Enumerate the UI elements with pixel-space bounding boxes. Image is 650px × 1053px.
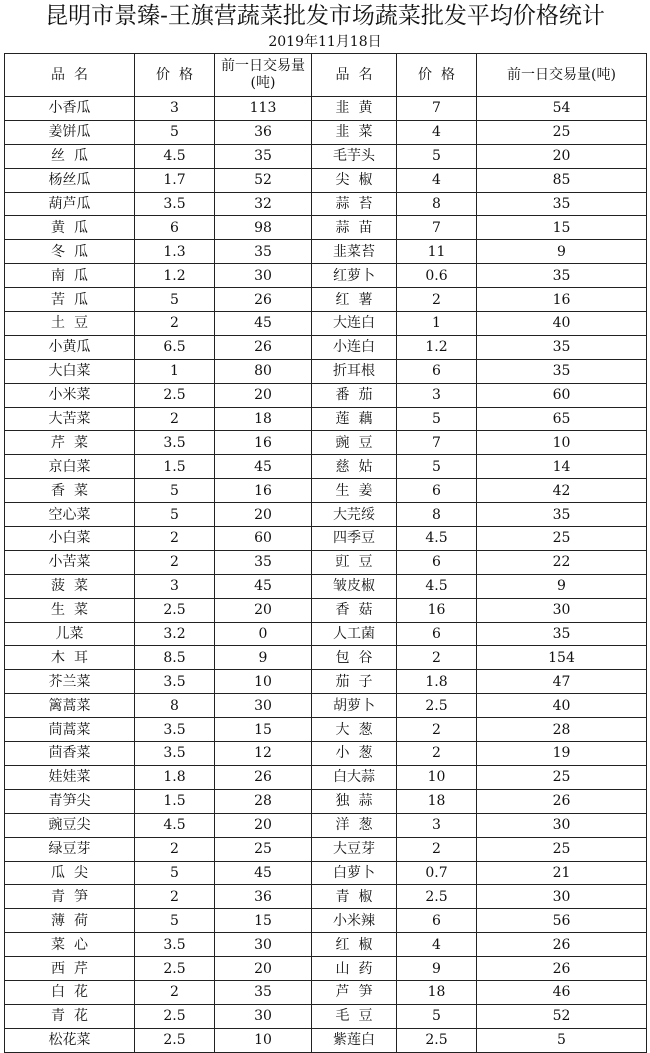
price-left: 3.5 [135, 670, 215, 694]
volume-left: 20 [215, 383, 312, 407]
volume-right: 25 [477, 527, 647, 551]
vegetable-name-right: 大 葱 [312, 718, 397, 742]
table-row [5, 407, 647, 431]
volume-left: 26 [215, 765, 312, 789]
price-left: 3.2 [135, 622, 215, 646]
vegetable-name-left: 篱蒿菜 [5, 694, 135, 718]
vegetable-name-right: 皱皮椒 [312, 574, 397, 598]
vegetable-name-left: 茴香菜 [5, 742, 135, 766]
price-right: 3 [397, 383, 477, 407]
table-row [5, 527, 647, 551]
price-right: 1.8 [397, 670, 477, 694]
price-right: 6 [397, 622, 477, 646]
vegetable-name-left: 青笋尖 [5, 789, 135, 813]
vegetable-name-left: 薄 荷 [5, 909, 135, 933]
vegetable-name-left: 空心菜 [5, 503, 135, 527]
vegetable-name-left: 松花菜 [5, 1028, 135, 1052]
vegetable-name-right: 香 菇 [312, 598, 397, 622]
price-right: 2 [397, 288, 477, 312]
volume-left: 15 [215, 909, 312, 933]
vegetable-name-right: 山 药 [312, 957, 397, 981]
price-right: 18 [397, 980, 477, 1004]
volume-left: 26 [215, 288, 312, 312]
volume-left: 25 [215, 837, 312, 861]
vegetable-name-right: 紫莲白 [312, 1028, 397, 1052]
vegetable-name-left: 青 笋 [5, 885, 135, 909]
price-left: 3 [135, 97, 215, 121]
vegetable-name-left: 冬 瓜 [5, 240, 135, 264]
price-right: 18 [397, 789, 477, 813]
vegetable-name-left: 南 瓜 [5, 264, 135, 288]
volume-right: 35 [477, 359, 647, 383]
vegetable-name-left: 菠 菜 [5, 574, 135, 598]
table-row [5, 861, 647, 885]
volume-left: 32 [215, 192, 312, 216]
volume-right: 10 [477, 431, 647, 455]
vegetable-name-right: 人工菌 [312, 622, 397, 646]
vegetable-name-right: 包 谷 [312, 646, 397, 670]
volume-right: 46 [477, 980, 647, 1004]
price-right: 11 [397, 240, 477, 264]
vegetable-name-left: 大苦菜 [5, 407, 135, 431]
volume-right: 30 [477, 885, 647, 909]
price-left: 2 [135, 527, 215, 551]
vegetable-name-right: 大连白 [312, 312, 397, 336]
volume-right: 25 [477, 765, 647, 789]
volume-right: 22 [477, 550, 647, 574]
vegetable-name-right: 大豆芽 [312, 837, 397, 861]
price-left: 2.5 [135, 1028, 215, 1052]
header-price-left: 价 格 [135, 54, 215, 97]
volume-right: 42 [477, 479, 647, 503]
table-row [5, 264, 647, 288]
header-price-right: 价 格 [397, 54, 477, 97]
vegetable-name-right: 毛芋头 [312, 144, 397, 168]
header-volume-right: 前一日交易量(吨) [477, 54, 647, 97]
vegetable-name-right: 莲 藕 [312, 407, 397, 431]
volume-left: 35 [215, 550, 312, 574]
table-row [5, 431, 647, 455]
table-row [5, 598, 647, 622]
vegetable-name-right: 芦 笋 [312, 980, 397, 1004]
vegetable-name-right: 韭 黄 [312, 97, 397, 121]
volume-left: 45 [215, 574, 312, 598]
vegetable-name-left: 葫芦瓜 [5, 192, 135, 216]
price-left: 1.5 [135, 789, 215, 813]
volume-left: 28 [215, 789, 312, 813]
price-left: 2.5 [135, 1004, 215, 1028]
volume-right: 40 [477, 312, 647, 336]
price-right: 7 [397, 431, 477, 455]
price-right: 10 [397, 765, 477, 789]
volume-left: 16 [215, 431, 312, 455]
table-row [5, 574, 647, 598]
table-row [5, 168, 647, 192]
table-row [5, 670, 647, 694]
vegetable-name-left: 香 菜 [5, 479, 135, 503]
vegetable-name-left: 西 芹 [5, 957, 135, 981]
price-left: 4.5 [135, 144, 215, 168]
table-row [5, 383, 647, 407]
vegetable-name-left: 杨丝瓜 [5, 168, 135, 192]
header-volume-left: 前一日交易量(吨) [215, 54, 312, 97]
price-right: 2 [397, 837, 477, 861]
volume-right: 56 [477, 909, 647, 933]
vegetable-name-left: 小苦菜 [5, 550, 135, 574]
price-right: 2.5 [397, 694, 477, 718]
volume-right: 26 [477, 957, 647, 981]
volume-left: 20 [215, 503, 312, 527]
volume-right: 60 [477, 383, 647, 407]
volume-right: 28 [477, 718, 647, 742]
table-row [5, 97, 647, 121]
price-right: 7 [397, 216, 477, 240]
table-row [5, 479, 647, 503]
price-right: 1 [397, 312, 477, 336]
vegetable-name-left: 木 耳 [5, 646, 135, 670]
price-left: 1.5 [135, 455, 215, 479]
price-left: 8.5 [135, 646, 215, 670]
price-left: 1.2 [135, 264, 215, 288]
price-left: 5 [135, 503, 215, 527]
vegetable-name-left: 小白菜 [5, 527, 135, 551]
price-left: 5 [135, 861, 215, 885]
price-right: 4.5 [397, 574, 477, 598]
price-left: 1.3 [135, 240, 215, 264]
volume-left: 18 [215, 407, 312, 431]
price-right: 6 [397, 550, 477, 574]
volume-left: 30 [215, 1004, 312, 1028]
price-left: 5 [135, 120, 215, 144]
volume-right: 85 [477, 168, 647, 192]
vegetable-name-left: 儿菜 [5, 622, 135, 646]
table-row [5, 503, 647, 527]
volume-left: 80 [215, 359, 312, 383]
price-right: 4 [397, 168, 477, 192]
volume-left: 35 [215, 980, 312, 1004]
volume-left: 10 [215, 1028, 312, 1052]
vegetable-name-left: 菜 心 [5, 933, 135, 957]
table-body [5, 97, 647, 1053]
price-left: 3.5 [135, 431, 215, 455]
volume-right: 47 [477, 670, 647, 694]
price-right: 2 [397, 742, 477, 766]
vegetable-name-left: 生 菜 [5, 598, 135, 622]
price-left: 5 [135, 479, 215, 503]
volume-right: 19 [477, 742, 647, 766]
table-row [5, 742, 647, 766]
price-right: 6 [397, 359, 477, 383]
price-right: 2.5 [397, 1028, 477, 1052]
price-left: 2.5 [135, 598, 215, 622]
volume-left: 26 [215, 335, 312, 359]
price-right: 5 [397, 1004, 477, 1028]
vegetable-name-left: 白 花 [5, 980, 135, 1004]
vegetable-name-left: 小黄瓜 [5, 335, 135, 359]
table-row [5, 646, 647, 670]
vegetable-name-right: 小米辣 [312, 909, 397, 933]
table-row [5, 909, 647, 933]
price-right: 16 [397, 598, 477, 622]
table-row [5, 192, 647, 216]
vegetable-name-left: 苦 瓜 [5, 288, 135, 312]
vegetable-name-right: 生 姜 [312, 479, 397, 503]
vegetable-name-left: 黄 瓜 [5, 216, 135, 240]
volume-left: 35 [215, 144, 312, 168]
volume-left: 98 [215, 216, 312, 240]
price-right: 2 [397, 646, 477, 670]
table-row [5, 288, 647, 312]
price-right: 6 [397, 479, 477, 503]
vegetable-name-left: 京白菜 [5, 455, 135, 479]
vegetable-name-right: 大芫绥 [312, 503, 397, 527]
price-right: 6 [397, 909, 477, 933]
table-row [5, 789, 647, 813]
vegetable-name-right: 豇 豆 [312, 550, 397, 574]
volume-left: 45 [215, 861, 312, 885]
table-row [5, 837, 647, 861]
table-header [5, 54, 647, 97]
page-title: 昆明市景臻-王旗营蔬菜批发市场蔬菜批发平均价格统计 [45, 3, 605, 29]
volume-right: 25 [477, 120, 647, 144]
price-left: 2 [135, 837, 215, 861]
vegetable-name-left: 青 花 [5, 1004, 135, 1028]
vegetable-name-right: 胡萝卜 [312, 694, 397, 718]
volume-left: 30 [215, 264, 312, 288]
vegetable-name-left: 姜饼瓜 [5, 120, 135, 144]
table-row [5, 933, 647, 957]
vegetable-name-right: 慈 姑 [312, 455, 397, 479]
table-row [5, 765, 647, 789]
volume-left: 0 [215, 622, 312, 646]
vegetable-name-left: 瓜 尖 [5, 861, 135, 885]
header-name-right: 品 名 [312, 54, 397, 97]
volume-right: 35 [477, 335, 647, 359]
table-row [5, 1028, 647, 1052]
table-row [5, 957, 647, 981]
price-left: 3.5 [135, 742, 215, 766]
price-right: 3 [397, 813, 477, 837]
vegetable-name-left: 茼蒿菜 [5, 718, 135, 742]
vegetable-name-right: 独 蒜 [312, 789, 397, 813]
table-row [5, 813, 647, 837]
price-left: 2 [135, 980, 215, 1004]
volume-left: 12 [215, 742, 312, 766]
price-left: 1 [135, 359, 215, 383]
price-left: 2 [135, 407, 215, 431]
vegetable-name-left: 绿豆芽 [5, 837, 135, 861]
vegetable-name-right: 小 葱 [312, 742, 397, 766]
price-left: 2.5 [135, 383, 215, 407]
price-left: 2.5 [135, 957, 215, 981]
vegetable-name-right: 豌 豆 [312, 431, 397, 455]
table-row [5, 144, 647, 168]
volume-right: 54 [477, 97, 647, 121]
price-right: 0.7 [397, 861, 477, 885]
volume-left: 30 [215, 933, 312, 957]
price-right: 8 [397, 503, 477, 527]
vegetable-name-left: 豌豆尖 [5, 813, 135, 837]
volume-right: 14 [477, 455, 647, 479]
volume-left: 35 [215, 240, 312, 264]
price-right: 8 [397, 192, 477, 216]
volume-right: 16 [477, 288, 647, 312]
volume-right: 35 [477, 503, 647, 527]
vegetable-name-right: 白大蒜 [312, 765, 397, 789]
vegetable-name-left: 芥兰菜 [5, 670, 135, 694]
table-row [5, 1004, 647, 1028]
volume-right: 35 [477, 264, 647, 288]
price-right: 1.2 [397, 335, 477, 359]
volume-right: 9 [477, 574, 647, 598]
vegetable-name-left: 娃娃菜 [5, 765, 135, 789]
vegetable-name-right: 红 薯 [312, 288, 397, 312]
table-row [5, 718, 647, 742]
price-right: 4 [397, 120, 477, 144]
price-left: 6.5 [135, 335, 215, 359]
table-row [5, 120, 647, 144]
table-row [5, 622, 647, 646]
vegetable-name-right: 小连白 [312, 335, 397, 359]
price-right: 5 [397, 455, 477, 479]
vegetable-name-left: 芹 菜 [5, 431, 135, 455]
volume-left: 16 [215, 479, 312, 503]
report-date: 2019年11月18日 [268, 34, 382, 50]
table-row [5, 240, 647, 264]
volume-left: 10 [215, 670, 312, 694]
table-row [5, 980, 647, 1004]
vegetable-name-right: 韭 菜 [312, 120, 397, 144]
volume-left: 20 [215, 598, 312, 622]
price-right: 2 [397, 718, 477, 742]
vegetable-name-right: 韭菜苔 [312, 240, 397, 264]
volume-right: 52 [477, 1004, 647, 1028]
price-left: 3.5 [135, 933, 215, 957]
volume-left: 15 [215, 718, 312, 742]
volume-right: 25 [477, 837, 647, 861]
vegetable-name-left: 大白菜 [5, 359, 135, 383]
volume-left: 113 [215, 97, 312, 121]
table-row [5, 455, 647, 479]
vegetable-name-right: 番 茄 [312, 383, 397, 407]
vegetable-name-right: 蒜 苔 [312, 192, 397, 216]
volume-left: 20 [215, 957, 312, 981]
volume-right: 65 [477, 407, 647, 431]
vegetable-name-right: 尖 椒 [312, 168, 397, 192]
table-row [5, 312, 647, 336]
table-row [5, 335, 647, 359]
price-left: 3 [135, 574, 215, 598]
price-left: 5 [135, 909, 215, 933]
volume-right: 21 [477, 861, 647, 885]
header-name-left: 品 名 [5, 54, 135, 97]
volume-left: 9 [215, 646, 312, 670]
price-right: 4 [397, 933, 477, 957]
volume-left: 52 [215, 168, 312, 192]
price-right: 5 [397, 144, 477, 168]
volume-right: 26 [477, 933, 647, 957]
vegetable-name-left: 小米菜 [5, 383, 135, 407]
price-table [4, 53, 647, 1053]
vegetable-name-right: 青 椒 [312, 885, 397, 909]
price-right: 2.5 [397, 885, 477, 909]
vegetable-name-right: 红萝卜 [312, 264, 397, 288]
price-left: 2 [135, 885, 215, 909]
price-left: 6 [135, 216, 215, 240]
volume-right: 35 [477, 192, 647, 216]
price-left: 2 [135, 550, 215, 574]
volume-left: 36 [215, 885, 312, 909]
volume-left: 20 [215, 813, 312, 837]
volume-left: 36 [215, 120, 312, 144]
vegetable-name-right: 四季豆 [312, 527, 397, 551]
volume-right: 9 [477, 240, 647, 264]
price-right: 0.6 [397, 264, 477, 288]
price-left: 3.5 [135, 718, 215, 742]
volume-left: 30 [215, 694, 312, 718]
table-row [5, 216, 647, 240]
price-left: 1.8 [135, 765, 215, 789]
vegetable-name-right: 洋 葱 [312, 813, 397, 837]
price-left: 3.5 [135, 192, 215, 216]
price-right: 4.5 [397, 527, 477, 551]
price-right: 5 [397, 407, 477, 431]
price-left: 8 [135, 694, 215, 718]
price-right: 9 [397, 957, 477, 981]
price-left: 4.5 [135, 813, 215, 837]
volume-right: 5 [477, 1028, 647, 1052]
volume-left: 45 [215, 455, 312, 479]
table-row [5, 694, 647, 718]
vegetable-name-right: 毛 豆 [312, 1004, 397, 1028]
price-right: 7 [397, 97, 477, 121]
price-left: 2 [135, 312, 215, 336]
volume-right: 30 [477, 813, 647, 837]
vegetable-name-right: 白萝卜 [312, 861, 397, 885]
volume-right: 40 [477, 694, 647, 718]
vegetable-name-right: 茄 子 [312, 670, 397, 694]
volume-right: 30 [477, 598, 647, 622]
volume-right: 26 [477, 789, 647, 813]
table-row [5, 885, 647, 909]
volume-left: 45 [215, 312, 312, 336]
price-left: 5 [135, 288, 215, 312]
vegetable-name-right: 蒜 苗 [312, 216, 397, 240]
vegetable-name-left: 小香瓜 [5, 97, 135, 121]
volume-right: 154 [477, 646, 647, 670]
volume-right: 20 [477, 144, 647, 168]
table-row [5, 550, 647, 574]
vegetable-name-right: 折耳根 [312, 359, 397, 383]
volume-right: 35 [477, 622, 647, 646]
vegetable-name-right: 红 椒 [312, 933, 397, 957]
table-row [5, 359, 647, 383]
volume-left: 60 [215, 527, 312, 551]
header-row [5, 54, 647, 97]
volume-right: 15 [477, 216, 647, 240]
vegetable-name-left: 土 豆 [5, 312, 135, 336]
price-left: 1.7 [135, 168, 215, 192]
vegetable-name-left: 丝 瓜 [5, 144, 135, 168]
